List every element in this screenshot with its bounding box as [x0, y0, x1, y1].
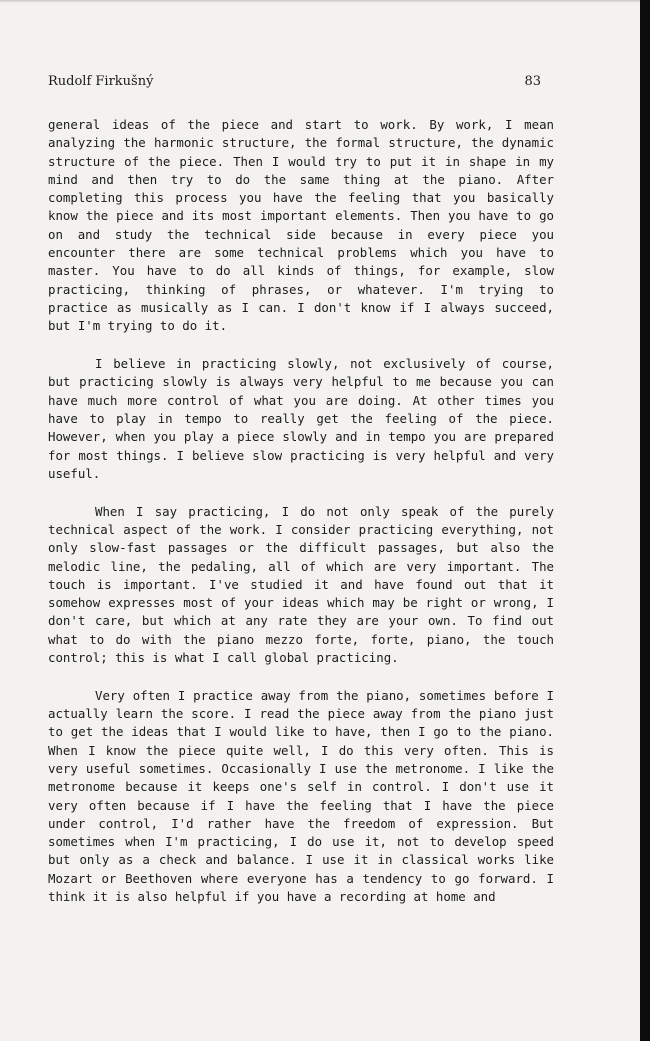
paragraph-3: When I say practicing, I do not only speak of the purely technical aspect of the work. I consider practicing everything, not only slow-fast passages or the difficult passages, but also the melodic line, the pedaling, all of which are very important. The touch is important. I've studied it and have found out that it somehow expresses most of your ideas which may be right or wrong, I don't care, but which at any rate they are your own. To find out what to do with the piano mezzo forte, forte, piano, the touch control; this is what I call global practicing.: [48, 503, 554, 666]
scan-right-edge: [640, 0, 650, 1041]
paragraph-1: general ideas of the piece and start to work. By work, I mean analyzing the harmonic structure, the formal structure, the dynamic structure of the piece. Then I would try to put it in shape in my mind and then try to do the same thing at the piano. After completing this process you have the feeling that you basically know the piece and its most important elements. Then you have to go on and study the technical side because in every piece you encounter there are some technical problems which you have to master. You have to do all kinds of things, for example, slow practicing, thinking of phrases, or whatever. I'm trying to practice as musically as I can. I don't know if I always succeed, but I'm trying to do it.: [48, 117, 554, 334]
running-head-author: Rudolf Firkušný: [48, 74, 154, 89]
paragraph-2: I believe in practicing slowly, not exclusively of course, but practicing slowly is always very helpful to me because you can have much more control of what you are doing. At other times you have to play in tempo to really get the feeling of the piece. However, when you play a piece slowly and in tempo you are prepared for most things. I believe slow practicing is very helpful and very useful.: [48, 356, 554, 481]
paragraph-4: Very often I practice away from the piano, sometimes before I actually learn the score. I read the piece away from the piano just to get the ideas that I would like to have, then I go to the piano. When I know the piece quite well, I do this very often. This is very useful sometimes. Occasionally I use the metronome. I like the metronome because it keeps one's self in control. I don't use it very often because if I have the feeling that I have the piece under control, I'd rather have the freedom of expression. But sometimes when I'm practicing, I do use it, not to develop speed but only as a check and balance. I use it in classical works like Mozart or Beethoven where everyone has a tendency to go forward. I think it is also helpful if you have a recording at home and: [48, 687, 554, 905]
running-head: [48, 74, 543, 96]
body-text: [48, 116, 554, 906]
page-number: 83: [524, 74, 541, 89]
page-top-edge: [0, 0, 640, 3]
